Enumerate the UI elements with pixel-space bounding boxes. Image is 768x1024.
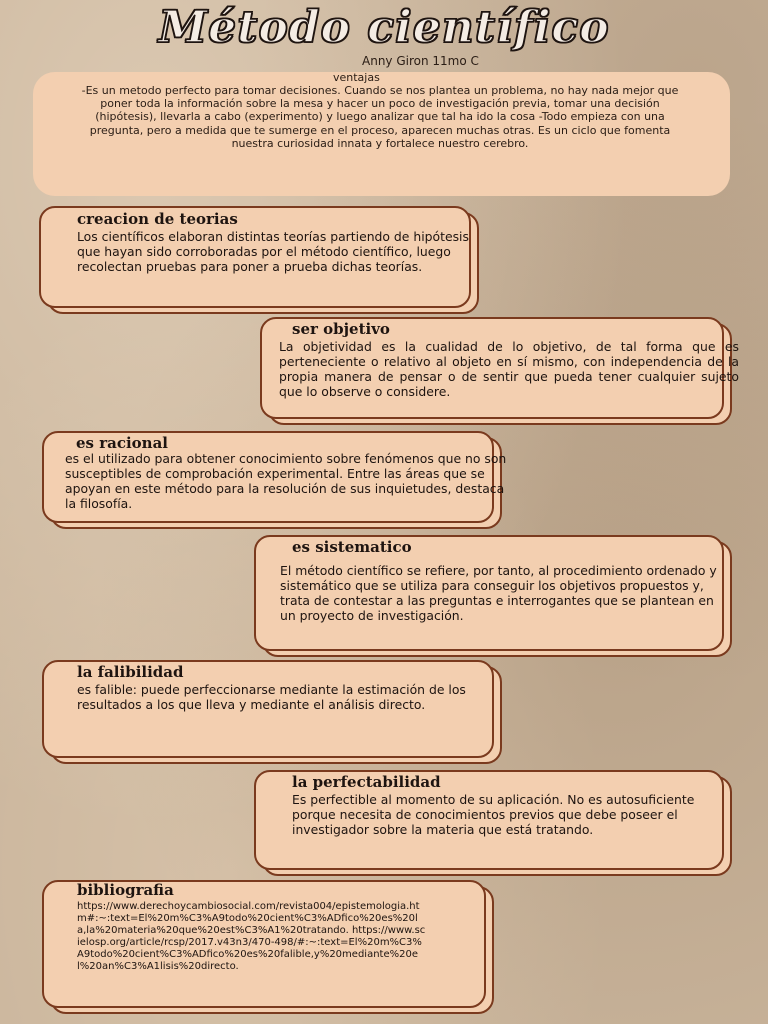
card-es-sistematico — [254, 535, 724, 651]
card-text: Es perfectible al momento de su aplicación. No es autosuficiente porque necesita de conocimientos previos que debe poseer el investigador sobre la materia que está tratando. — [292, 792, 695, 837]
card-text: es falible: puede perfeccionarse mediante la estimación de los resultados a los que lleva y mediante el análisis directo. — [77, 682, 466, 712]
card-la-perfectabilidad — [254, 770, 724, 870]
page-title: Método científico — [158, 2, 610, 53]
card-creacion-de-teorias — [39, 206, 471, 308]
author-name: Anny Giron 11mo C — [362, 54, 479, 68]
card-text: Los científicos elaboran distintas teorías partiendo de hipótesis que hayan sido corroboradas por el método científico, luego recolectan pruebas para poner a prueba dichas teorías. — [77, 229, 469, 274]
card-title: es sistematico — [292, 538, 412, 556]
card-title: creacion de teorias — [77, 210, 238, 228]
card-text: es el utilizado para obtener conocimiento sobre fenómenos que no son susceptibles de comprobación experimental. Entre las áreas que se apoyan en este método para la resolución de sus inquietudes, destaca la filosofía. — [65, 451, 507, 511]
intro-label: ventajas — [333, 71, 380, 84]
card-bibliografia — [42, 880, 486, 1008]
card-title: es racional — [76, 434, 168, 452]
card-title: ser objetivo — [292, 320, 390, 338]
card-es-racional — [42, 431, 507, 523]
card-text: La objetividad es la cualidad de lo objetivo, de tal forma que es perteneciente o relativo al objeto en sí mismo, con independencia de la propia manera de pensar o de sentir que pueda tener cualquier sujeto que lo observe o considere. — [279, 339, 739, 399]
card-ser-objetivo — [260, 317, 739, 419]
card-text: El método científico se refiere, por tanto, al procedimiento ordenado y sistemático que se utiliza para conseguir los objetivos propuestos y, trata de contestar a las preguntas e interrogantes que se plantean en un proyecto de investigación. — [280, 563, 717, 623]
card-title: la falibilidad — [77, 663, 184, 681]
card-title: la perfectabilidad — [292, 773, 441, 791]
card-la-falibilidad — [42, 660, 494, 758]
bibliography-links: https://www.derechoycambiosocial.com/revista004/epistemologia.htm#:~:text=El%20m%C3%A9todo%20cient%C3%ADfico%20es%20la,la%20materia%20que%20est%C3%A1%20tratando. https://www.scielosp.org/article/rcsp/2017.v43n3/470-498/#:~:text=El%20m%C3%A9todo%20cient%C3%ADfico%20es%20falible,y%20mediante%20el%20an%C3%A1lisis%20directo. — [77, 901, 426, 972]
intro-text: -Es un metodo perfecto para tomar decisiones. Cuando se nos plantea un problema, no hay nada mejor que poner toda la información sobre la mesa y hacer un poco de investigación previa, tomar una decisión (hipótesis), llevarla a cabo (experimento) y luego analizar que tal ha ido la cosa -Todo empieza con una pregunta, pero a medida que te sumerge en el proceso, aparecen muchas otras. Es un ciclo que fomenta nuestra curiosidad innata y fortalece nuestro cerebro. — [81, 84, 679, 150]
card-title: bibliografia — [77, 881, 174, 899]
